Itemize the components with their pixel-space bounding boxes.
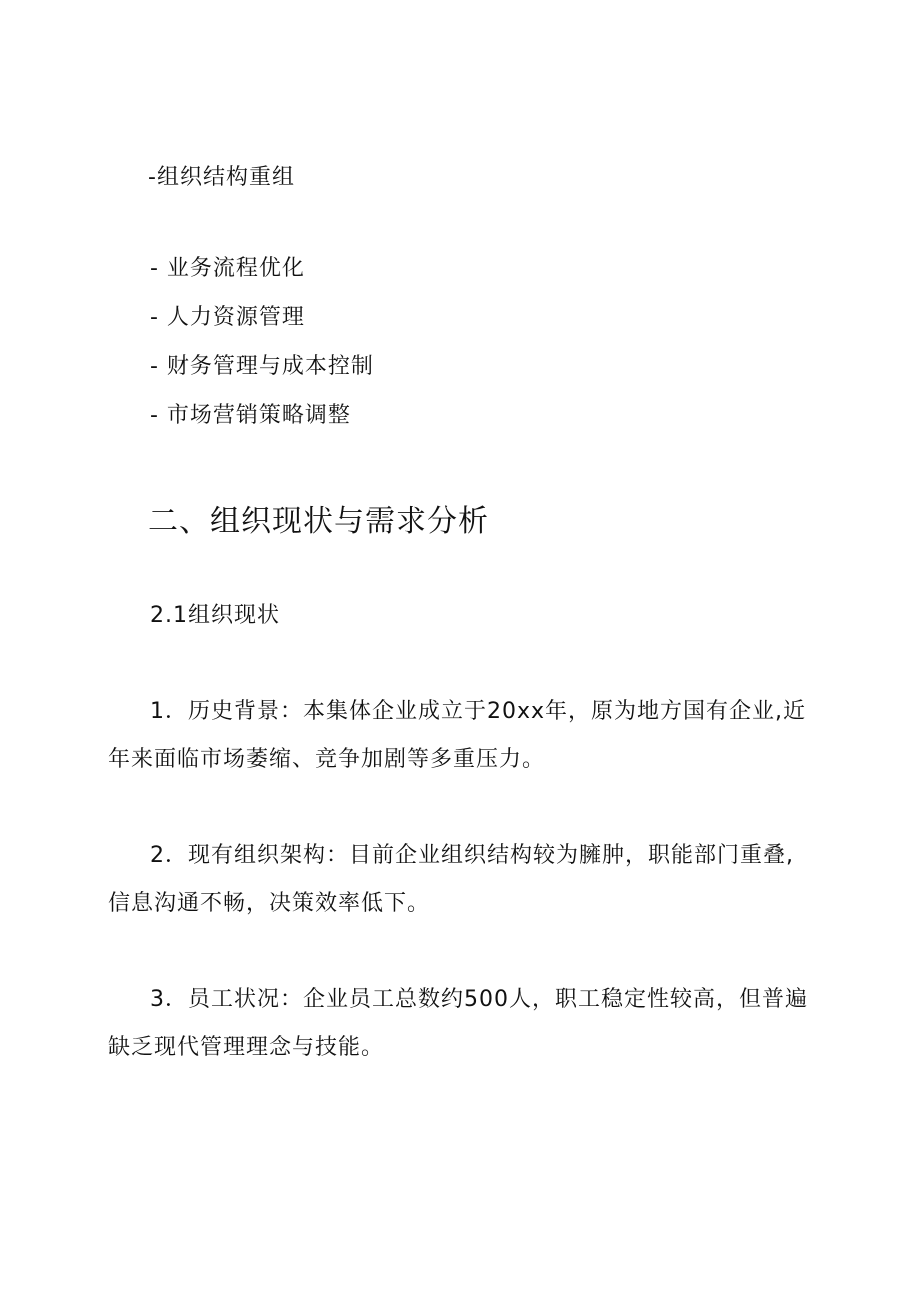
list-item-hr-management: - 人力资源管理 [150,305,305,330]
list-item-process-optimization: - 业务流程优化 [150,256,305,281]
paragraph-3-line-2: 缺乏现代管理理念与技能。 [108,1035,385,1060]
list-item-marketing: - 市场营销策略调整 [150,403,351,428]
subsection-heading: 2.1组织现状 [150,603,280,628]
list-item-org-restructure: -组织结构重组 [148,165,295,190]
paragraph-2-line-1: 2．现有组织架构：目前企业组织结构较为臃肿，职能部门重叠, [150,843,794,868]
paragraph-2-line-2: 信息沟通不畅，决策效率低下。 [108,891,431,916]
paragraph-1-line-1: 1．历史背景：本集体企业成立于20xx年，原为地方国有企业,近 [150,699,807,724]
section-heading: 二、组织现状与需求分析 [148,504,489,539]
paragraph-3-line-1: 3．员工状况：企业员工总数约500人，职工稳定性较高，但普遍 [150,987,808,1012]
paragraph-1-line-2: 年来面临市场萎缩、竞争加剧等多重压力。 [108,747,546,772]
list-item-finance-cost: - 财务管理与成本控制 [150,354,374,379]
